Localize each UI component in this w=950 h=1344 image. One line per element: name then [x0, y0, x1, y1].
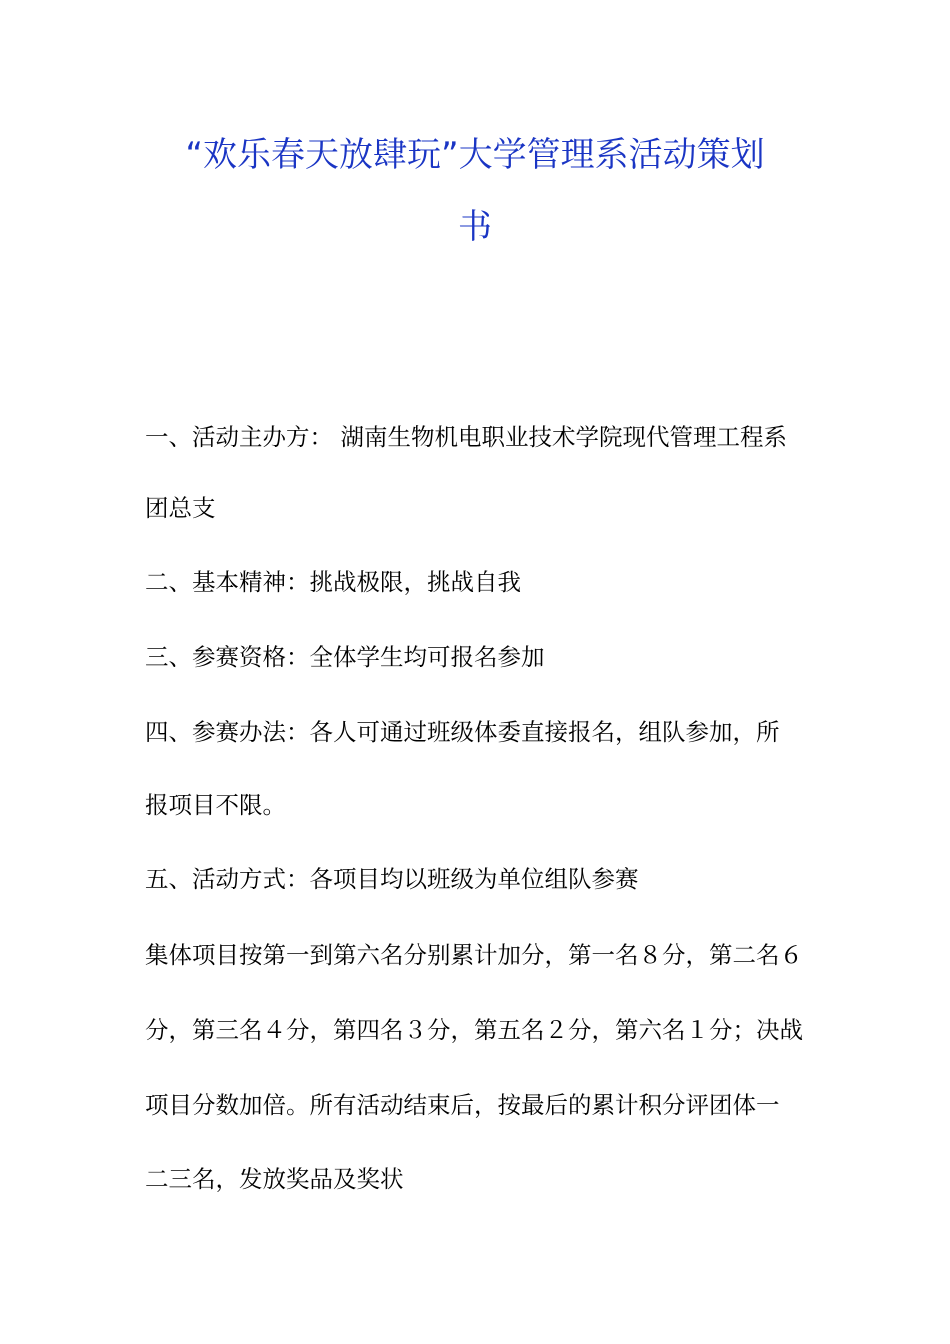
body-line-eligibility: 三、参赛资格：全体学生均可报名参加 [145, 643, 545, 671]
document-title-line-1: “欢乐春天放肆玩”大学管理系活动策划 [185, 135, 765, 175]
body-line-scoring-2: 分，第三名４分，第四名３分，第五名２分，第六名１分；决战 [145, 1016, 803, 1044]
body-line-method: 四、参赛办法：各人可通过班级体委直接报名，组队参加，所 [145, 718, 780, 746]
body-line-organizer: 一、活动主办方： 湖南生物机电职业技术学院现代管理工程系 [145, 423, 787, 451]
body-line-organizer-cont: 团总支 [145, 494, 216, 522]
body-line-format: 五、活动方式：各项目均以班级为单位组队参赛 [145, 865, 639, 893]
body-line-scoring-3: 项目分数加倍。所有活动结束后，按最后的累计积分评团体一 [145, 1091, 780, 1119]
body-line-spirit: 二、基本精神：挑战极限，挑战自我 [145, 568, 521, 596]
body-line-scoring-4: 二三名，发放奖品及奖状 [145, 1165, 404, 1193]
body-line-method-cont: 报项目不限。 [145, 791, 286, 819]
body-line-scoring-1: 集体项目按第一到第六名分别累计加分，第一名８分，第二名６ [145, 941, 803, 969]
document-title-line-2: 书 [458, 207, 492, 247]
